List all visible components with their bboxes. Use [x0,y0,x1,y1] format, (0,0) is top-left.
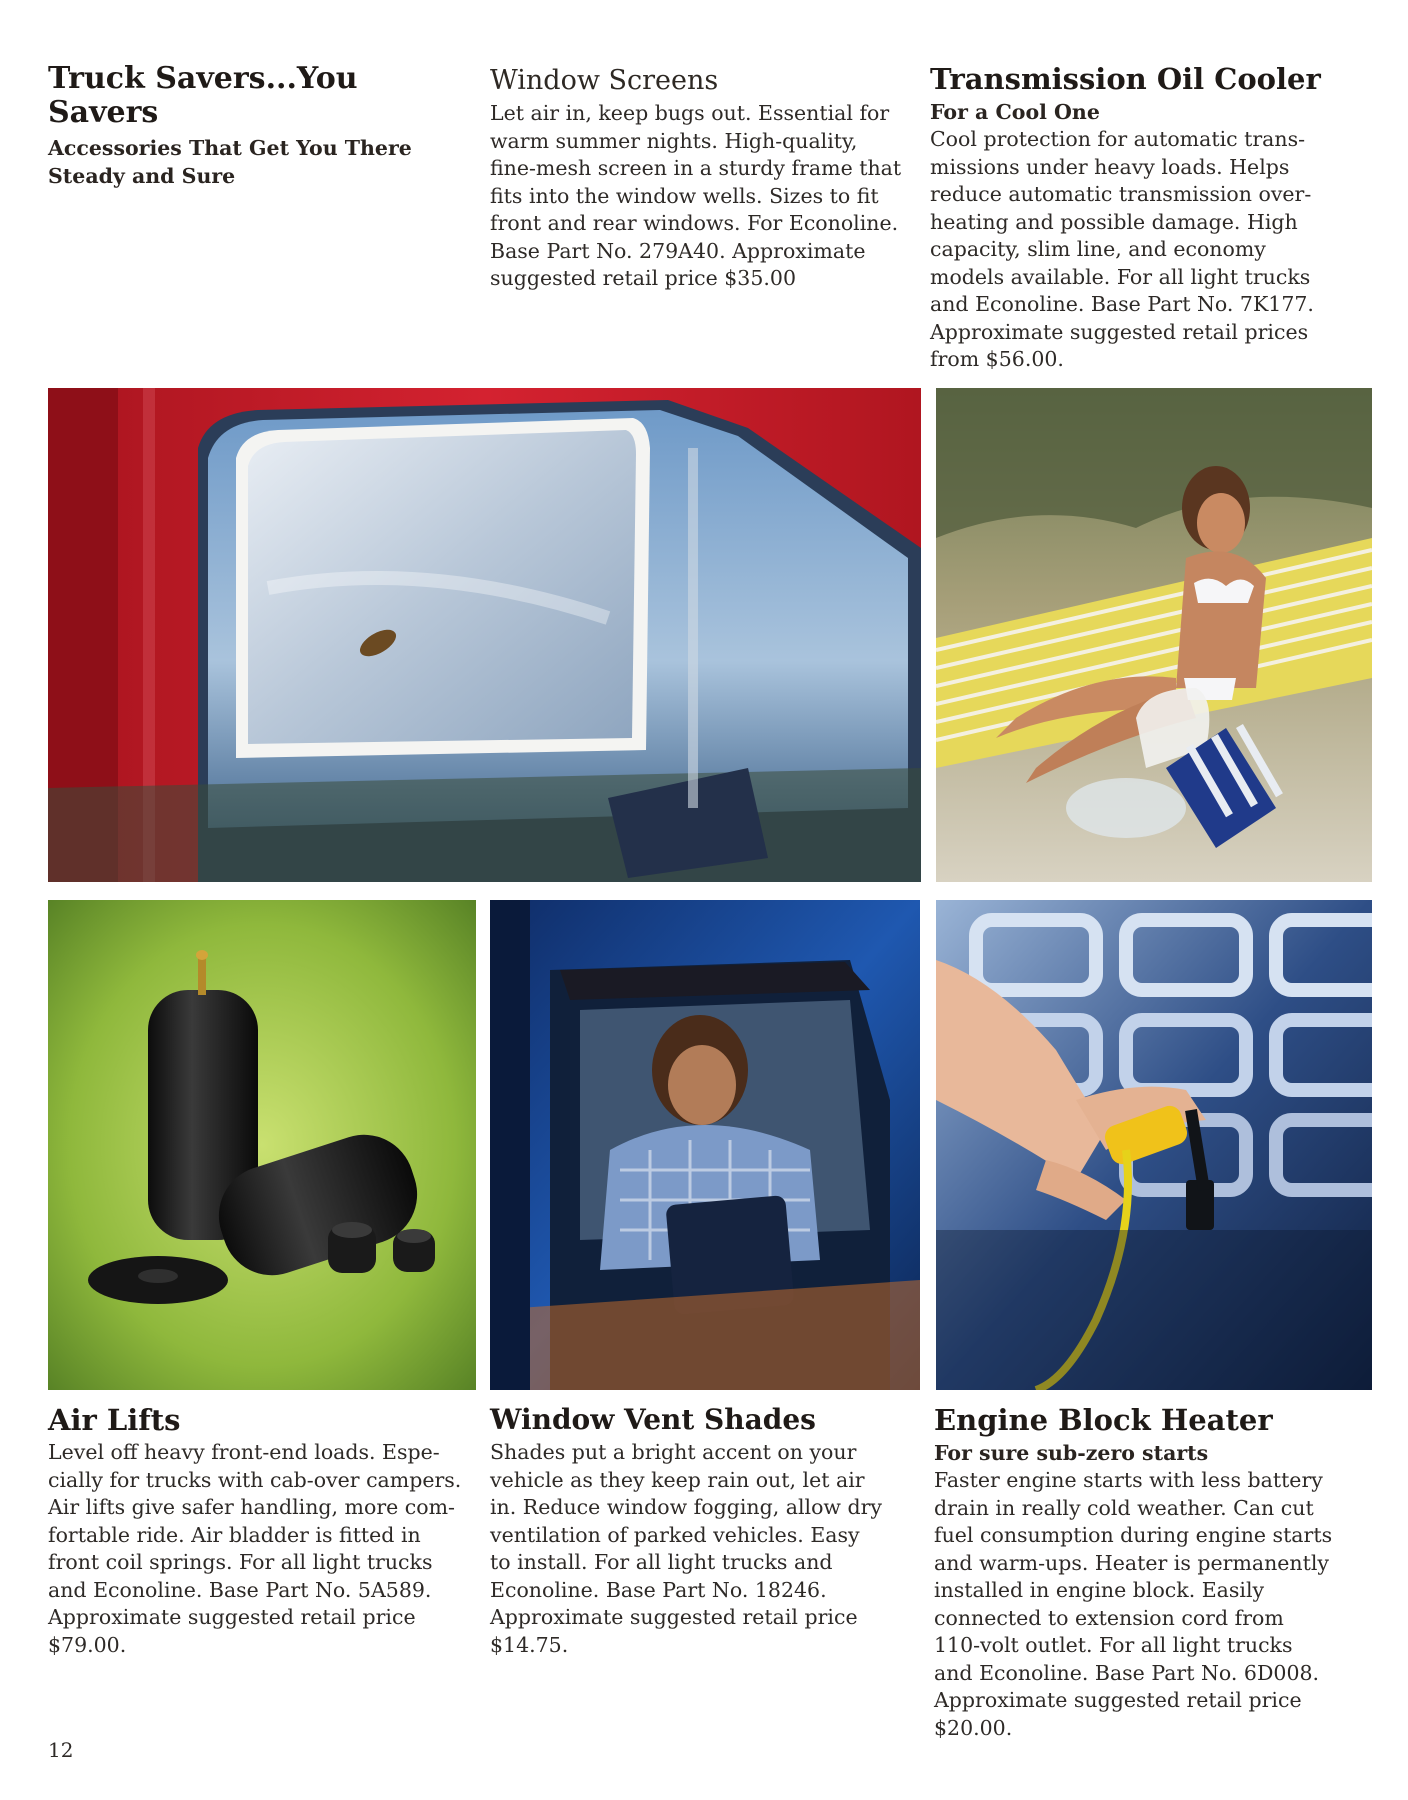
window-screen-photo [48,388,921,882]
window-screens-block [490,64,910,293]
intro-subtitle: Accessories That Get You There Steady and Sure [48,136,412,188]
air-lifts-photo [48,900,476,1390]
vent-shades-body: Shades put a bright accent on your vehicle as they keep rain out, let air in. Reduce window fogging, allow dry ventilation of parked vehicles. Easy to install. For all light trucks and Econoline. Base Part No. 18246. Approximate suggested retail price $14.75. [490,1440,882,1657]
air-lifts-title: Air Lifts [48,1403,181,1437]
page-title: Truck Savers...You Savers [48,61,358,130]
vent-shades-title: Window Vent Shades [490,1403,816,1436]
window-screens-title: Window Screens [490,65,719,96]
block-heater-title: Engine Block Heater [934,1403,1273,1437]
page-number: 12 [48,1738,74,1762]
transmission-cooler-title: Transmission Oil Cooler [930,62,1321,96]
block-heater-body: Faster engine starts with less battery drain in really cold weather. Can cut fuel consumption during engine starts and warm-ups. Heater is permanently installed in engine block. Easily connected to extension cord from 110-volt outlet. For all light trucks and Econoline. Base Part No. 6D008. Approximate suggested retail price $20.00. [934,1468,1333,1740]
transmission-cooler-subtitle: For a Cool One [930,100,1100,124]
transmission-cooler-photo [936,388,1372,882]
block-heater-block [934,1403,1384,1742]
window-screens-body: Let air in, keep bugs out. Essential for warm summer nights. High-quality, fine-mesh screen in a sturdy frame that fits into the window wells. Sizes to fit front and rear windows. For Econoline. Base Part No. 279A40. Approximate suggested retail price $35.00 [490,101,902,290]
vent-shades-block [490,1403,920,1659]
transmission-cooler-body: Cool protection for automatic trans- missions under heavy loads. Helps reduce automatic transmission over- heating and possible damage. High capacity, slim line, and economy models available. For all light trucks and Econoline. Base Part No. 7K177. Approximate suggested retail prices from $56.00. [930,127,1314,371]
intro-block [48,62,468,190]
air-lifts-body: Level off heavy front-end loads. Espe- cially for trucks with cab-over campers. Air lifts give safer handling, more com- fortable ride. Air bladder is fitted in front coil springs. For all light trucks and Econoline. Base Part No. 5A589. Approximate suggested retail price $79.00. [48,1440,462,1657]
block-heater-photo [936,900,1372,1390]
transmission-cooler-block [930,62,1370,374]
air-lifts-block [48,1403,478,1659]
vent-shades-photo [490,900,920,1390]
block-heater-subtitle: For sure sub-zero starts [934,1441,1209,1465]
